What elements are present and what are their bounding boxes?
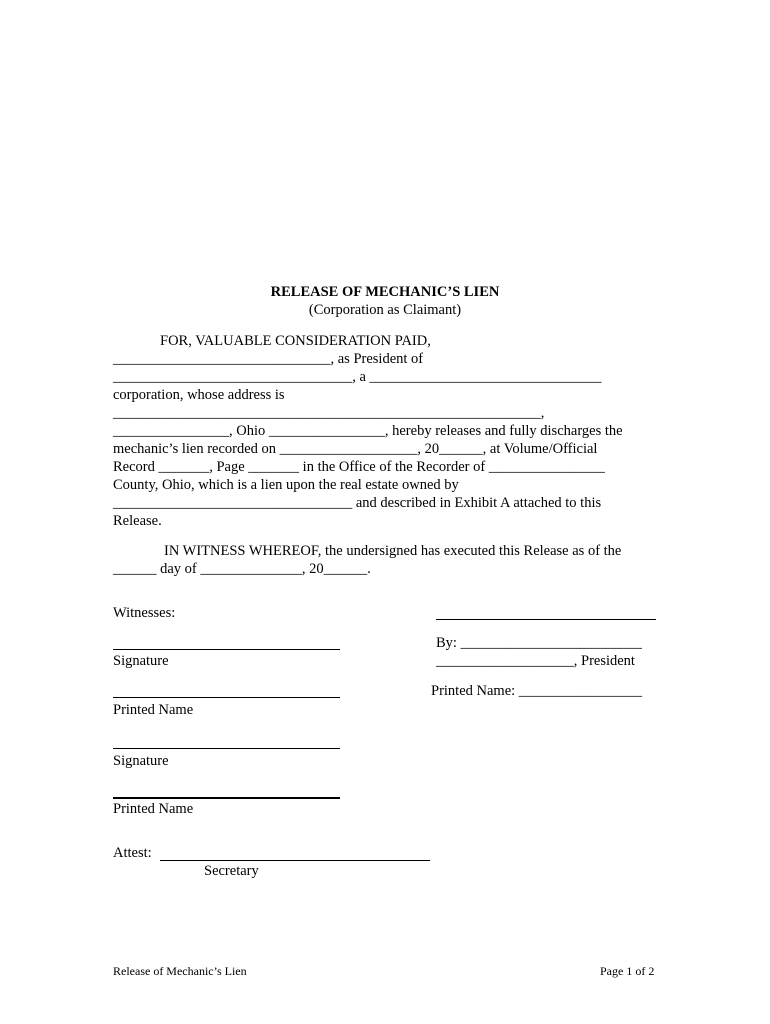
body-line-8: Record _______, Page _______ in the Office of the Recorder of ________________ [113,459,605,475]
body-line-11: Release. [113,513,162,529]
witness-clause-line-2: ______ day of ______________, 20______. [113,561,371,577]
witness-signature-line-2[interactable] [113,748,340,749]
by-signature-line: By: _________________________ [436,635,642,651]
page-number: Page 1 of 2 [600,964,655,978]
body-line-10: _________________________________ and described in Exhibit A attached to this [113,495,602,511]
document-subtitle: (Corporation as Claimant) [308,302,462,318]
signature-label-2: Signature [113,753,169,769]
document-title: RELEASE OF MECHANIC’S LIEN [270,284,500,300]
printed-name-label-2: Printed Name [113,801,194,817]
footer-document-name: Release of Mechanic’s Lien [113,964,247,978]
witnesses-label: Witnesses: [113,605,176,621]
body-line-2: ______________________________, as President of [113,351,424,367]
witness-clause-line-1: IN WITNESS WHEREOF, the undersigned has executed this Release as of the [164,543,622,559]
witness-signature-line-1[interactable] [113,649,340,650]
signature-label-1: Signature [113,653,169,669]
body-line-9: County, Ohio, which is a lien upon the real estate owned by [113,477,459,493]
body-line-6: ________________, Ohio ________________, hereby releases and fully discharges the [113,423,623,439]
body-line-5: ___________________________________________________________, [113,405,545,421]
printed-name-right: Printed Name: _________________ [431,683,643,699]
body-line-1: FOR, VALUABLE CONSIDERATION PAID, [160,333,431,349]
attest-signature-line[interactable] [160,860,430,861]
body-line-4: corporation, whose address is [113,387,285,403]
attest-label: Attest: [113,845,152,861]
witness-printed-name-line-2[interactable] [113,797,340,799]
witness-printed-name-line-1[interactable] [113,697,340,698]
body-line-3: _________________________________, a ________________________________ [113,369,602,385]
body-line-7: mechanic’s lien recorded on ___________________, 20______, at Volume/Official [113,441,598,457]
printed-name-label-1: Printed Name [113,702,194,718]
company-name-line[interactable] [436,619,656,620]
president-line: ___________________, President [436,653,635,669]
secretary-label: Secretary [204,863,259,879]
